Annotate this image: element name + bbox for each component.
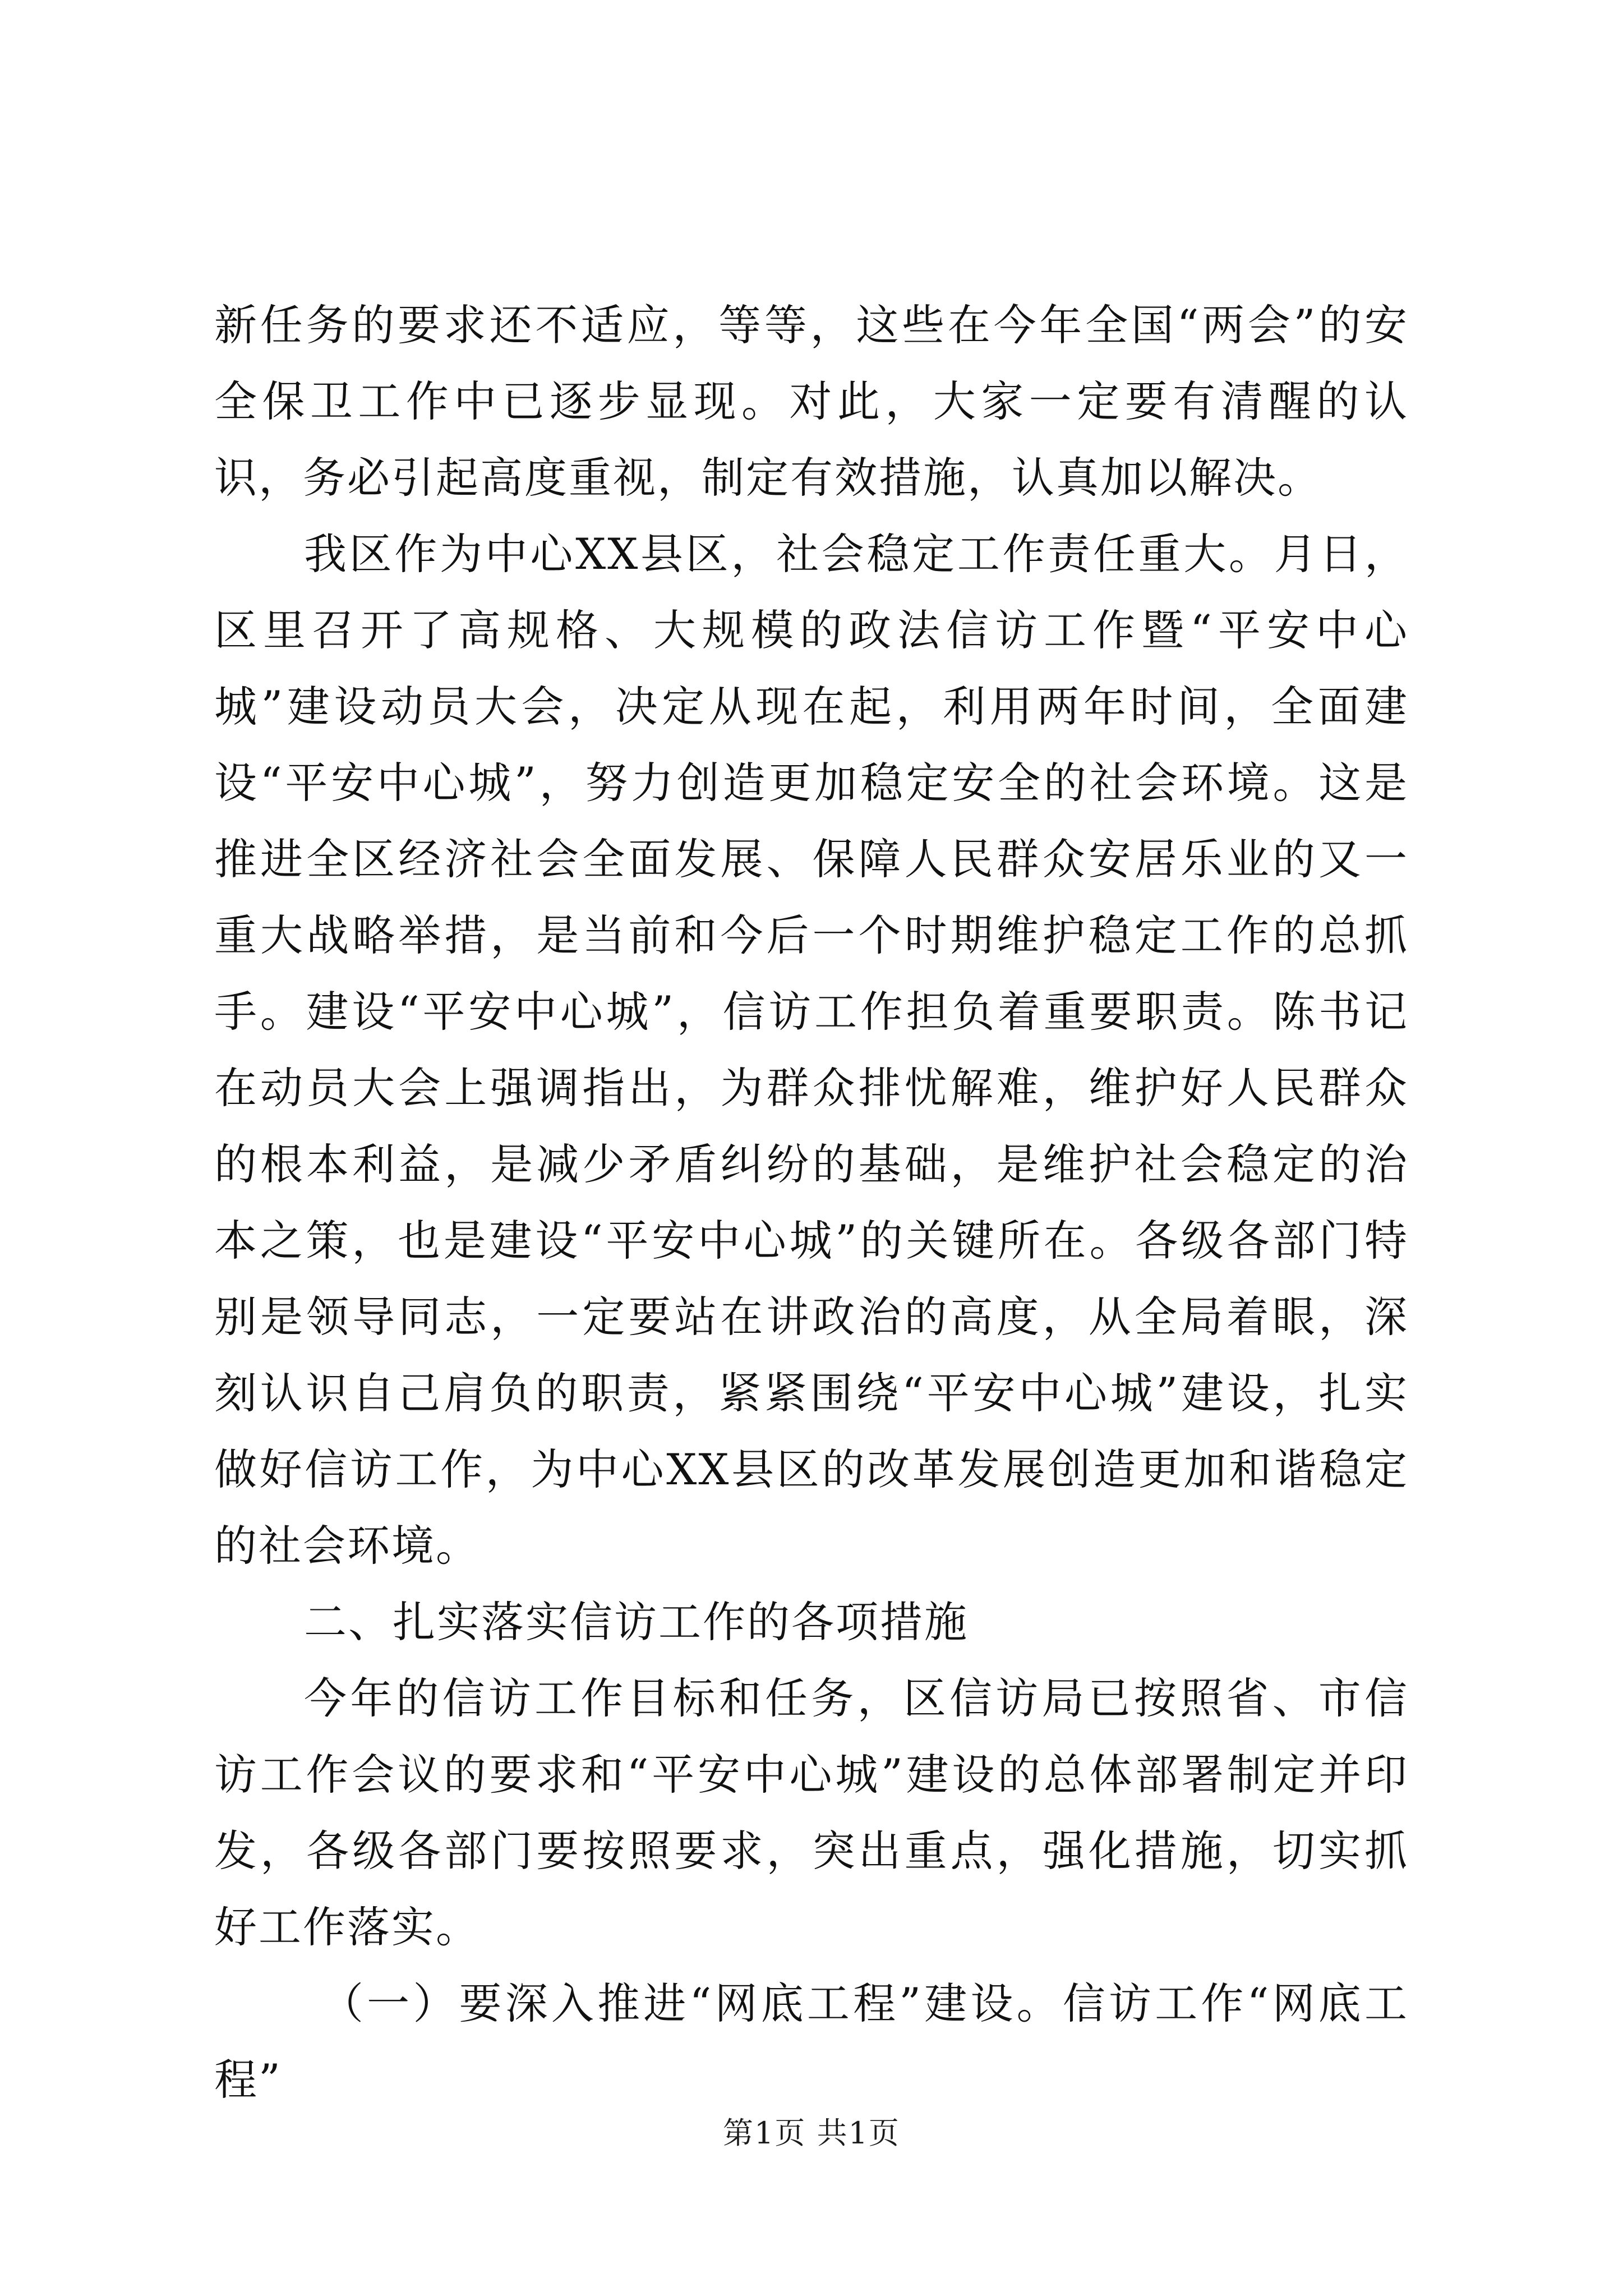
paragraph-district-stability: 我区作为中心XX县区，社会稳定工作责任重大。月日，区里召开了高规格、大规模的政法信访工作暨“平安中心城”建设动员大会，决定从现在起，利用两年时间，全面建设“平安中心城”，努力创造更加稳定安全的社会环境。这是推进全区经济社会全面发展、保障人民群众安居乐业的又一重大战略举措，是当前和今后一个时期维护稳定工作的总抓手。建设“平安中心城”，信访工作担负着重要职责。陈书记在动员大会上强调指出，为群众排忧解难，维护好人民群众的根本利益，是减少矛盾纠纷的基础，是维护社会稳定的治本之策，也是建设“平安中心城”的关键所在。各级各部门特别是领导同志，一定要站在讲政治的高度，从全局着眼，深刻认识自己肩负的职责，紧紧围绕“平安中心城”建设，扎实做好信访工作，为中心XX县区的改革发展创造更加和谐稳定的社会环境。	[214, 529, 1409, 1571]
paragraph-subsection-one: （一）要深入推进“网底工程”建设。信访工作“网底工程”	[214, 1978, 1409, 2105]
document-body	[214, 287, 1409, 2118]
paragraph-continuation: 新任务的要求还不适应，等等，这些在今年全国“两会”的安全保卫工作中已逐步显现。对此，大家一定要有清醒的认识，务必引起高度重视，制定有效措施，认真加以解决。	[214, 300, 1409, 503]
section-heading: 二、扎实落实信访工作的各项措施	[304, 1597, 969, 1647]
paragraph-work-goals: 今年的信访工作目标和任务，区信访局已按照省、市信访工作会议的要求和“平安中心城”建设的总体部署制定并印发，各级各部门要按照要求，突出重点，强化措施，切实抓好工作落实。	[214, 1673, 1409, 1952]
page-footer: 第1页 共1页	[723, 2115, 900, 2151]
